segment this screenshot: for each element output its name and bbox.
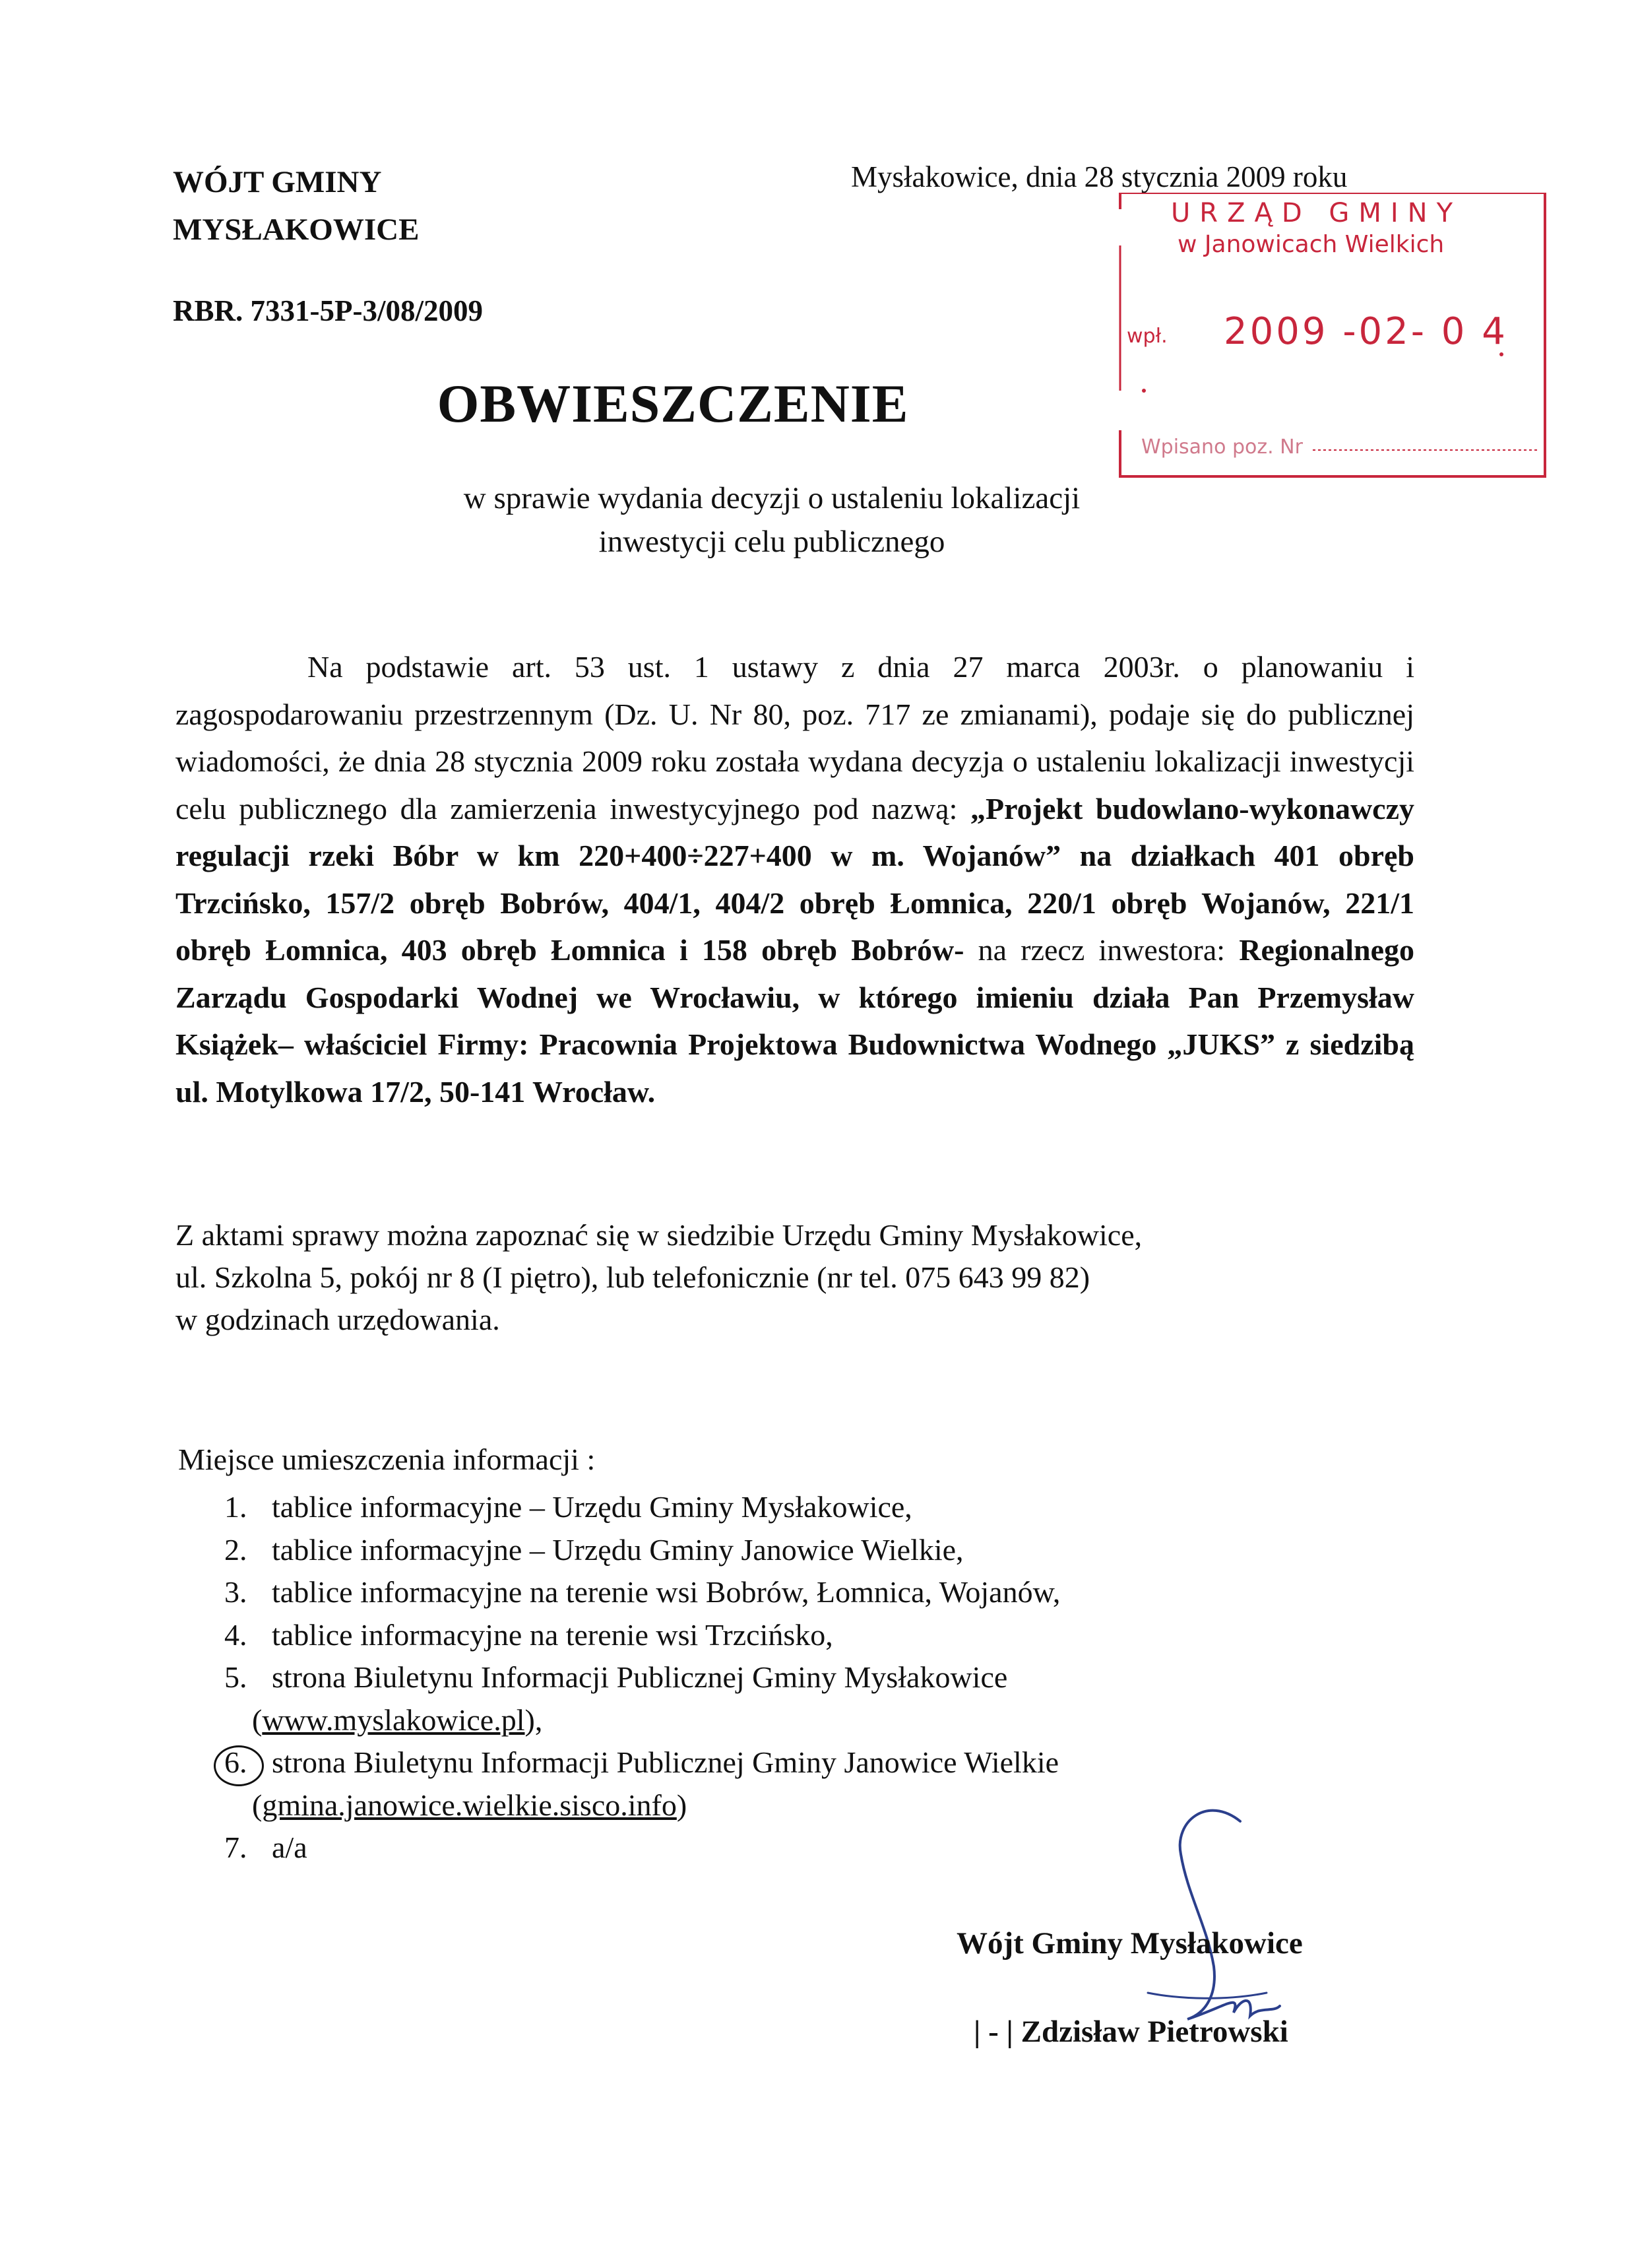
received-stamp — [1115, 193, 1550, 483]
contact-paragraph — [175, 1214, 1422, 1341]
list-item-number: 6. — [224, 1745, 247, 1779]
issuer-block — [173, 158, 419, 253]
signatory-title: Wójt Gminy Mysłakowice — [957, 1926, 1303, 1960]
list-item — [224, 1827, 1060, 1869]
list-item — [224, 1614, 1060, 1657]
subject-line-2: inwestycji celu publicznego — [598, 525, 945, 559]
stamp-received-date: 2009 -02- 0 4 — [1224, 310, 1508, 353]
handwritten-signature — [1108, 1795, 1306, 2046]
list-item-text: tablice informacyjne – Urzędu Gminy Mysłakowice, — [272, 1490, 912, 1524]
list-item-continuation: (www.myslakowice.pl), — [252, 1702, 543, 1737]
list-item-text: tablice informacyjne – Urzędu Gminy Janowice Wielkie, — [272, 1532, 964, 1567]
list-item-text: tablice informacyjne na terenie wsi Trzcińsko, — [272, 1617, 833, 1652]
list-item-number: 5. — [224, 1660, 247, 1694]
stamp-received-label: wpł. — [1127, 325, 1168, 348]
list-item-number: 7. — [224, 1831, 247, 1864]
document-title: OBWIESZCZENIE — [437, 373, 909, 434]
list-item-text: strona Biuletynu Informacji Publicznej Gminy Janowice Wielkie — [272, 1745, 1059, 1779]
bip-link-myslakowice[interactable]: www.myslakowice.pl — [262, 1702, 525, 1737]
stamp-office-location: w Janowicach Wielkich — [1178, 231, 1445, 258]
body-part-1: Na podstawie art. 53 ust. 1 ustawy z dnia 27 marca 2003r. o planowaniu i zagospodarowaniu przestrzennym (Dz. U. Nr 80, poz. 717 ze zmianami), podaje się do publicznej wiadomości, że dnia 28 stycznia 2009 roku została wydana decyzja o ustaleniu lokalizacji inwestycji celu publicznego dla zamierzenia inwestycyjnego pod nazwą: — [175, 650, 1414, 826]
list-item-continuation: (gmina.janowice.wielkie.sisco.info) — [252, 1788, 687, 1822]
list-item — [224, 1741, 1060, 1827]
list-item-number: 4. — [224, 1617, 247, 1652]
list-item-text: tablice informacyjne na terenie wsi Bobrów, Łomnica, Wojanów, — [272, 1575, 1061, 1609]
issuer-line-1: WÓJT GMINY — [173, 165, 382, 199]
place-and-date: Mysłakowice, dnia 28 stycznia 2009 roku — [851, 160, 1348, 193]
list-item — [224, 1486, 1060, 1529]
contact-line-2: ul. Szkolna 5, pokój nr 8 (I piętro), lub telefonicznie (nr tel. 075 643 99 82) — [175, 1260, 1090, 1294]
contact-line-3: w godzinach urzędowania. — [175, 1303, 500, 1336]
subject-line-1: w sprawie wydania decyzji o ustaleniu lokalizacji — [463, 481, 1081, 515]
contact-line-1: Z aktami sprawy można zapoznać się w siedzibie Urzędu Gminy Mysłakowice, — [175, 1218, 1143, 1252]
places-list — [224, 1486, 1060, 1869]
reference-number: RBR. 7331-5P-3/08/2009 — [173, 294, 483, 327]
list-item-number: 1. — [224, 1490, 247, 1524]
places-heading: Miejsce umieszczenia informacji : — [178, 1442, 596, 1476]
stamp-office-name: URZĄD GMINY — [1171, 198, 1463, 228]
body-project-details: „Projekt budowlano-wykonawczy regulacji rzeki Bóbr w km 220+400÷227+400 w m. Wojanów” na działkach 401 obręb Trzcińsko, 157/2 obręb Bobrów, 404/1, 404/2 obręb Łomnica, 220/1 obręb Wojanów, 221/1 obręb Łomnica, 403 obręb Łomnica i 158 obręb Bobrów- — [175, 791, 1414, 967]
list-item — [224, 1571, 1060, 1614]
issuer-line-2: MYSŁAKOWICE — [173, 212, 420, 247]
bip-link-janowice[interactable]: gmina.janowice.wielkie.sisco.info — [262, 1788, 677, 1822]
signatory-name: | - | Zdzisław Pietrowski — [974, 2015, 1288, 2049]
body-paragraph — [175, 643, 1414, 1115]
list-item — [224, 1529, 1060, 1572]
list-item-number: 3. — [224, 1575, 247, 1609]
stamp-entry-label: Wpisano poz. Nr — [1141, 436, 1303, 459]
list-item-text: a/a — [272, 1831, 307, 1864]
list-item — [224, 1656, 1060, 1741]
list-item-number: 2. — [224, 1532, 247, 1567]
document-subject — [330, 476, 1214, 564]
body-investor-details: Regionalnego Zarządu Gospodarki Wodnej we Wrocławiu, w którego imieniu działa Pan Przemysław Książek– właściciel Firmy: Pracownia Projektowa Budownictwa Wodnego „JUKS” z siedzibą ul. Motylkowa 17/2, 50-141 Wrocław. — [175, 933, 1414, 1109]
body-part-3: na rzecz inwestora: — [964, 933, 1240, 967]
list-item-text: strona Biuletynu Informacji Publicznej Gminy Mysłakowice — [272, 1660, 1008, 1694]
